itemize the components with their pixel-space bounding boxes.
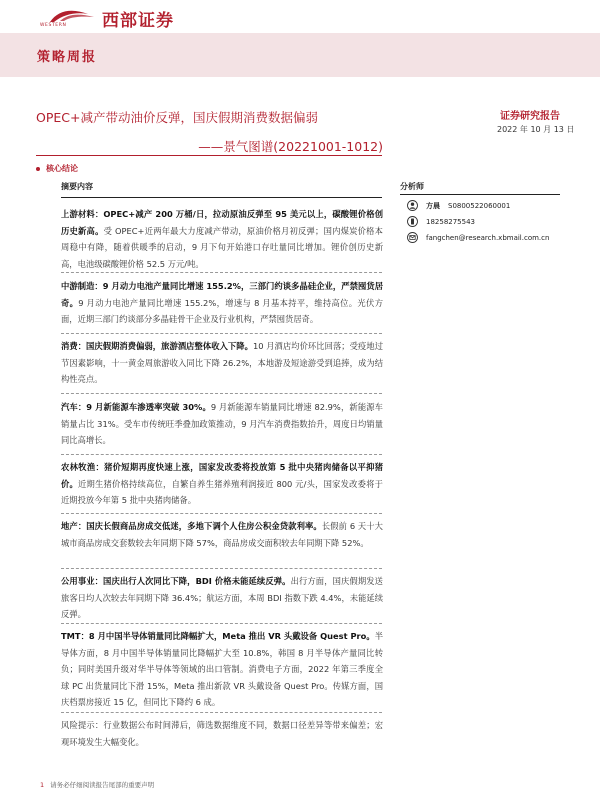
analyst-heading: 分析师 xyxy=(400,182,424,191)
page-footer xyxy=(40,780,154,789)
analyst-email[interactable]: fangchen@research.xbmail.com.cn xyxy=(426,233,550,242)
paragraph-utilities: 公用事业：国庆出行人次同比下降，BDI 价格未能延续反弹。出行方面，国庆假期发送旅客日均人次较去年同期下降 36.4%；航运方面，本周 BDI 指数下跌 4.4%，未能延续反弹。 xyxy=(61,576,383,620)
paragraph-auto: 汽车：9 月新能源车渗透率突破 30%。9 月新能源车销量同比增速 82.9%，新能源车销量占比 31%。受车市传统旺季叠加政策推动，9 月汽车消费指数抬升，周度日均销量同比高增长。 xyxy=(61,402,383,446)
paragraph-divider xyxy=(61,454,382,455)
section-label: 策略周报 xyxy=(37,50,98,65)
analyst-license: S0800522060001 xyxy=(448,201,511,210)
title-divider xyxy=(36,155,382,156)
report-subtitle: ——景气图谱(20221001-1012) xyxy=(198,139,383,154)
report-title: OPEC+减产带动油价反弹，国庆假期消费数据偏弱 xyxy=(36,110,318,125)
core-conclusion-heading: 核心结论 xyxy=(36,163,78,174)
paragraph-divider xyxy=(61,272,382,273)
paragraph-divider xyxy=(61,568,382,569)
paragraph-divider xyxy=(61,333,382,334)
paragraph-divider xyxy=(61,712,382,713)
analyst-email-row[interactable] xyxy=(407,232,549,243)
analyst-phone: 18258275543 xyxy=(426,217,475,226)
paragraph-upstream: 上游材料：OPEC+减产 200 万桶/日，拉动原油反弹至 95 美元以上，碳酸锂价格创历史新高。受 OPEC+近两年最大力度减产带动，原油价格月初反弹；国内煤炭价格本周稳中有降，随着供暖季的启动，9 月下旬开始港口存吐量同比增加。锂价创历史新高，电池级碳酸锂价格 52.5 万元/吨。 xyxy=(61,209,383,269)
paragraph-consumption: 消费：国庆假期消费偏弱，旅游酒店整体收入下降。10 月酒店均价环比回落；受疫地过节因素影响，十一黄金周旅游收入同比下降 26.2%，本地游及短途游受到追捧，成为结构性亮点。 xyxy=(61,341,383,385)
paragraph-midstream: 中游制造：9 月动力电池产量同比增速 155.2%，三部门约谈多晶硅企业，严禁囤货居奇。9 月动力电池产量同比增速 155.2%，增速与 8 月基本持平，维持高位。光伏方面，近期三部门约谈部分多晶硅骨干企业及行业机构，严禁囤货居奇。 xyxy=(61,281,383,325)
report-type: 证券研究报告 xyxy=(500,111,560,122)
paragraph-agriculture: 农林牧渔：猪价短期再度快速上涨，国家发改委将投放第 5 批中央猪肉储备以平抑猪价。近期生猪价格持续高位，自繁自养生猪养殖利润接近 800 元/头，国家发改委将于近期投放今年第 5 批中央猪肉储备。 xyxy=(61,462,383,506)
report-date: 2022 年 10 月 13 日 xyxy=(497,125,575,134)
footer-note: 请务必仔细阅读报告尾部的重要声明 xyxy=(50,781,155,789)
analyst-name-row xyxy=(407,200,510,211)
paragraph-divider xyxy=(61,513,382,514)
brand-name: 西部证券 xyxy=(102,11,174,31)
analyst-divider xyxy=(400,194,560,195)
brand-name-en: WESTERN xyxy=(40,23,67,28)
paragraph-risk: 风险提示：行业数据公布时间滞后，筛选数据维度不同，数据口径差异等带来偏差；宏观环境发生大幅变化。 xyxy=(61,720,383,747)
analyst-name: 方晨 xyxy=(426,201,440,210)
paragraph-divider xyxy=(61,393,382,394)
person-icon xyxy=(407,200,418,211)
email-icon xyxy=(407,232,418,243)
paragraph-divider xyxy=(61,623,382,624)
report-header xyxy=(0,0,600,33)
abstract-divider xyxy=(61,197,382,198)
phone-icon xyxy=(407,216,418,227)
western-logo-icon xyxy=(40,8,100,24)
analyst-phone-row xyxy=(407,216,475,227)
paragraph-tmt: TMT：8 月中国半导体销量同比降幅扩大，Meta 推出 VR 头戴设备 Quest Pro。半导体方面，8 月中国半导体销量同比降幅扩大至 10.8%，韩国 8 月半导体产量同比转负；同时美国升级对华半导体等领域的出口管制。消费电子方面，2022 年第三季度全球 PC 出货量同比下滑 15%，Meta 推出新款 VR 头戴设备 Quest Pro。传媒方面，国庆档票房接近 15 亿，但同比下降约 6 成。 xyxy=(61,631,383,708)
abstract-heading: 摘要内容 xyxy=(61,182,93,191)
bullet-icon xyxy=(36,167,40,171)
paragraph-real-estate: 地产：国庆长假商品房成交低迷，多地下调个人住房公积金贷款利率。长假前 6 天十大城市商品房成交套数较去年同期下降 57%，商品房成交面积较去年同期下降 52%。 xyxy=(61,521,383,548)
page-number: 1 xyxy=(40,781,45,789)
